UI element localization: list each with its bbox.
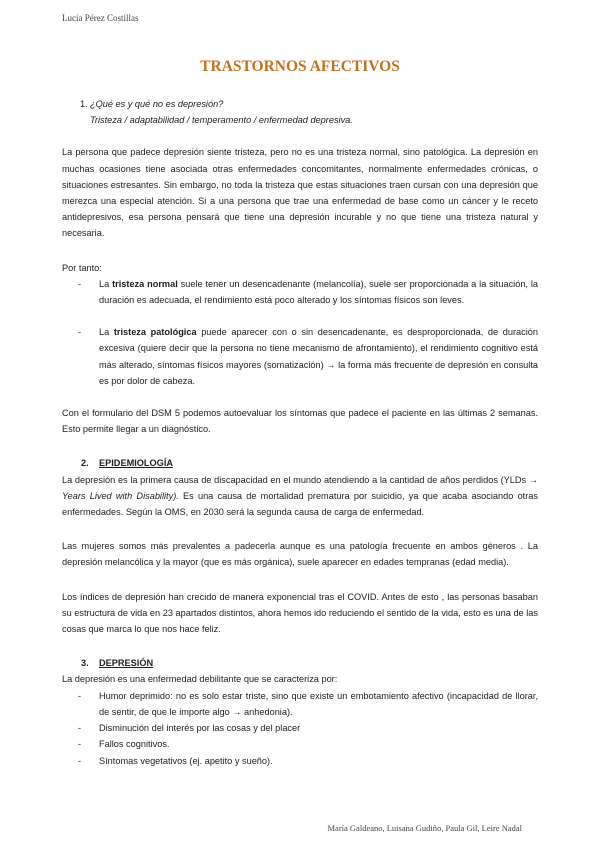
tristeza-list: [62, 276, 538, 389]
header-author: Lucía Pérez Costillas: [62, 13, 139, 23]
list-item: - Disminución del interés por las cosas y del placer: [62, 720, 538, 736]
document-title: TRASTORNOS AFECTIVOS: [200, 58, 400, 75]
document-body: [62, 96, 538, 769]
list-item: - Síntomas vegetativos (ej. apetito y sueño).: [62, 753, 538, 769]
list-item-tristeza-patologica: - La tristeza patológica puede aparecer con o sin desencadenante, es desproporcionada, de duración excesiva (quiere decir que la persona no tiene mecanismo de afrontamiento), el rendimiento cognitivo está más alterado, síntomas físicos mayores (somatización) → la forma más frecuente de depresión en consulta es por dolor de cabeza.: [62, 324, 538, 389]
list-item: - Fallos cognitivos.: [62, 736, 538, 752]
intro-paragraph: La persona que padece depresión siente tristeza, pero no es una tristeza normal, sino patológica. La depresión en muchas ocasiones tiene asociada otras enfermedades concomitantes, normalmente enfermedades crónicas, o situaciones estresantes. Sin embargo, no toda la tristeza que estas situaciones traen cursan con una depresión que merezca una especial atención. Si a una persona que trae una enfermedad de base como un cáncer y le receto antidepresivos, esa persona pensará que tiene una depresión incurable y no que tiene una tristeza natural y necesaria.: [62, 147, 538, 239]
epidemiologia-paragraph-2: Las mujeres somos más prevalentes a padecerla aunque es una patología frecuente en ambos géneros . La depresión melancólica y la mayor (que es más orgánica), suele aparecer en edades tempranas (edad media).: [62, 541, 538, 568]
ylds-definition: Years Lived with Disability).: [62, 490, 179, 501]
question-1: [62, 96, 538, 128]
list-item: - Humor deprimido: no es solo estar triste, sino que existe un embotamiento afectivo (incapacidad de llorar, de sentir, de que le importe algo → anhedonia).: [62, 688, 538, 720]
epidemiologia-paragraph-3: Los índices de depresión han crecido de manera exponencial tras el COVID. Antes de esto , las personas basaban su estructura de vida en 23 apartados distintos, ahora hemos ido reduciendo el sentido de la vida, esto es una de las cosas que marca lo que nos hace feliz.: [62, 591, 538, 635]
question-title: ¿Qué es y qué no es depresión?: [90, 99, 224, 109]
epidemiologia-paragraph-1: La depresión es la primera causa de discapacidad en el mundo atendiendo a la cantidad de años perdidos (YLDs → Years Lived with Disability). Es una causa de mortalidad prematura por suicidio, ya que acaba asociando otras enfermedades. Según la OMS, en 2030 será la segunda causa de carga de enfermedad.: [62, 474, 538, 518]
depresion-symptom-list: [62, 688, 538, 769]
depresion-intro: La depresión es una enfermedad debilitante que se caracteriza por:: [62, 674, 338, 685]
section-heading-epidemiologia: 2. EPIDEMIOLOGÍA: [81, 458, 174, 469]
dsm-paragraph: Con el formulario del DSM 5 podemos autoevaluar los síntomas que padece el paciente en las últimas 2 semanas. Esto permite llegar a un diagnóstico.: [62, 408, 538, 435]
question-number: 1.: [80, 99, 88, 109]
section-heading-depresion: 3. DEPRESIÓN: [81, 658, 154, 669]
por-tanto-label: Por tanto:: [62, 262, 102, 273]
question-subtitle: Tristeza / adaptabilidad / temperamento / enfermedad depresiva.: [90, 115, 353, 126]
term-tristeza-normal: tristeza normal: [112, 278, 178, 289]
term-tristeza-patologica: tristeza patológica: [113, 327, 197, 338]
list-item-tristeza-normal: - La tristeza normal suele tener un desencadenante (melancolía), suele ser proporcionada a la situación, la duración es adecuada, el rendimiento está poco alterado y los síntomas físicos son leves.: [62, 276, 538, 308]
footer-authors: María Galdeano, Luisana Gudiño, Paula Gil, Leire Nadal: [327, 823, 522, 833]
